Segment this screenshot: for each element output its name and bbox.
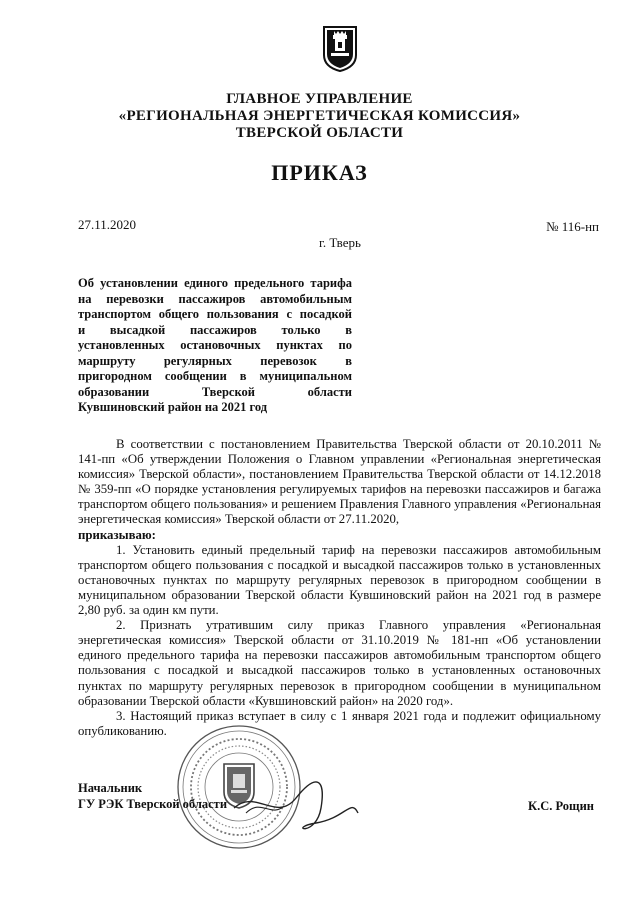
signatory-position <box>78 780 227 812</box>
order-item-1: 1. Установить единый предельный тариф на перевозки пассажиров автомобильным транспортом общего пользования с посадкой и высадкой пассажиров только в установленных остановочных пунктах по маршруту регулярных перевозок в пригородном сообщении в муниципальном образовании Тверской области Кувшиновский район на 2021 год в размере 2,80 руб. за один км пути. <box>78 542 601 618</box>
order-keyword: приказываю: <box>78 527 156 542</box>
title-line: транспортом общего пользования с посадкой <box>78 307 352 321</box>
document-body <box>78 437 601 739</box>
title-line: образовании Тверской области <box>78 384 352 399</box>
header-line-1: ГЛАВНОЕ УПРАВЛЕНИЕ <box>226 91 413 107</box>
order-item-3: 3. Настоящий приказ вступает в силу с 1 января 2021 года и подлежит официальному опубликованию. <box>78 708 601 738</box>
title-line: Об установлении единого предельного тарифа <box>78 276 352 290</box>
order-item-2: 2. Признать утратившим силу приказ Главного управления «Региональная энергетическая комиссия» Тверской области от 31.10.2019 № 181-нп «Об установлении единого предельного тарифа на перевозки пассажиров автомобильным транспортом общего пользования с посадкой и высадкой пассажиров только в установленных остановочных пунктах по маршруту регулярных перевозок в пригородном сообщении в муниципальном образовании Тверской области «Кувшиновский район» на 2020 год». <box>78 618 601 708</box>
header-line-2: «РЕГИОНАЛЬНАЯ ЭНЕРГЕТИЧЕСКАЯ КОМИССИЯ» <box>118 108 521 124</box>
preamble-paragraph: В соответствии с постановлением Правительства Тверской области от 20.10.2011 № 141-пп «Об утверждении Положения о Главном управлении «Региональная энергетическая комиссия» Тверской области», постановлением Правительства Тверской области от 14.12.2018 № 359-пп «О порядке установления регулируемых тарифов на перевозки пассажиров и багажа транспортом общего пользования» и решением Правления Главного управления «Региональная энергетическая комиссия» Тверской области от 27.11.2020, <box>78 437 601 527</box>
title-line: и высадкой пассажиров только в <box>78 322 352 337</box>
document-title <box>78 276 352 416</box>
title-line: на перевозки пассажиров автомобильным <box>78 291 352 306</box>
signatory-organization: ГУ РЭК Тверской области <box>78 797 228 811</box>
title-line: маршруту регулярных перевозок в <box>78 353 352 368</box>
document-date: 27.11.2020 <box>78 217 137 232</box>
document-number: № 116-нп <box>546 219 599 234</box>
handwritten-signature <box>226 768 366 838</box>
document-city: г. Тверь <box>319 235 361 250</box>
title-line: Кувшиновский район на 2021 год <box>78 400 268 414</box>
header-line-3: ТВЕРСКОЙ ОБЛАСТИ <box>235 125 404 141</box>
coat-of-arms-icon <box>322 25 358 73</box>
document-type: ПРИКАЗ <box>271 160 368 185</box>
title-line: установленных остановочных пунктах по <box>78 338 352 352</box>
signatory-name: К.С. Рощин <box>528 799 594 813</box>
signatory-title: Начальник <box>78 781 143 795</box>
title-line: пригородном сообщении в муниципальном <box>78 369 352 383</box>
